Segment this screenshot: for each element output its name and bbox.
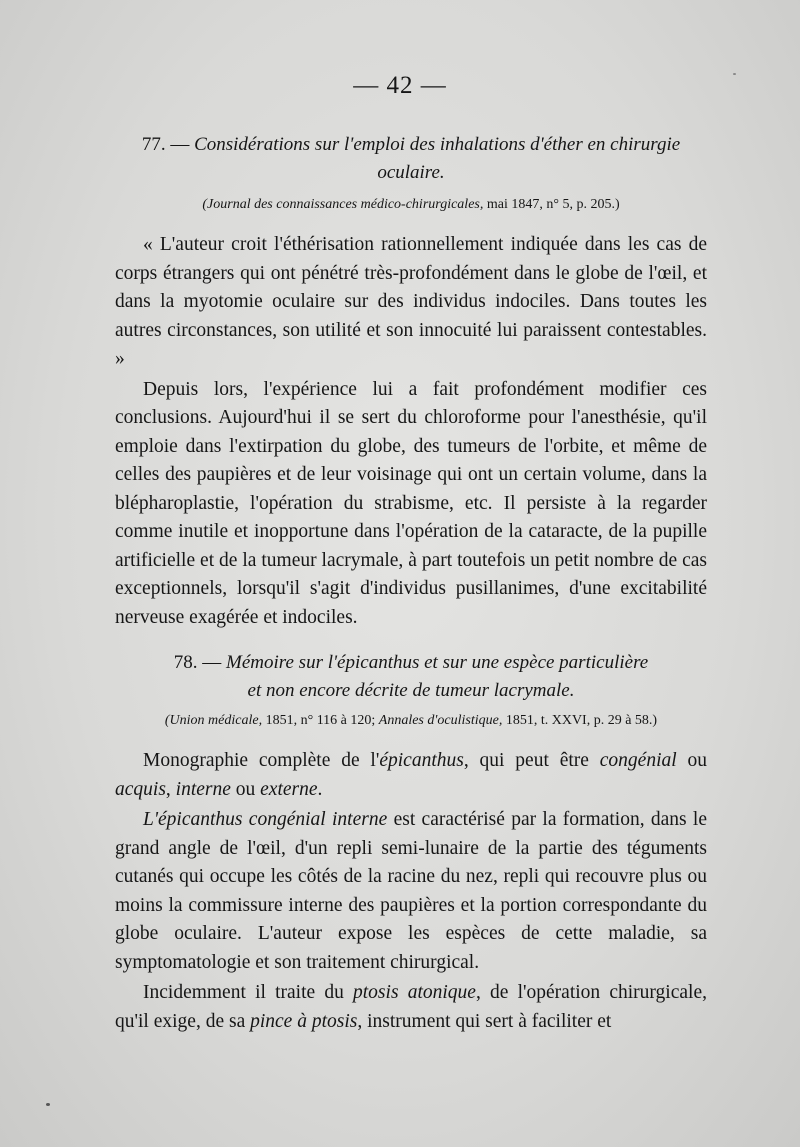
page-number: — 42 — xyxy=(353,72,447,99)
entry-78-p1-k: . xyxy=(317,778,323,800)
entry-78-p1-h: interne xyxy=(175,778,231,800)
entry-78-p3-c: , de l'opération chirurgicale, qu'il exige, de sa xyxy=(115,982,707,1032)
entry-78-source-journal-1: (Union médicale, xyxy=(164,713,263,728)
entry-77 xyxy=(115,131,707,632)
paper-speck xyxy=(46,1103,50,1106)
entry-78-p3-e: , instrument qui sert à faciliter et xyxy=(357,1010,612,1032)
entry-78-source-journal-2: Annales d'oculistique, xyxy=(378,713,503,728)
entry-77-title-line1: Considérations sur l'emploi des inhalations d'éther en chirurgie xyxy=(194,134,681,155)
entry-78-number: 78. — xyxy=(173,652,222,673)
entry-78-p3-b: ptosis atonique xyxy=(353,982,476,1003)
entry-78-source xyxy=(115,711,707,731)
entry-78-p3-d: pince à ptosis xyxy=(250,1010,358,1032)
entry-78-source-detail-1: 1851, n° 116 à 120; xyxy=(262,713,379,728)
entry-78-p3-a: Incidemment il traite du xyxy=(143,982,354,1003)
entry-77-source-journal: (Journal des connaissances médico-chirurgicales, xyxy=(202,197,484,212)
entry-77-quote-paragraph: « L'auteur croit l'éthérisation rationnellement indiquée dans les cas de corps étrangers qui ont pénétré très-profondément dans le globe de l'œil, et dans la myotomie oculaire sur des individus indociles. Dans toutes les autres circonstances, son utilité et son innocuité lui paraissent contestables. » xyxy=(115,234,707,369)
entry-78-source-detail-2: 1851, t. XXVI, p. 29 à 58.) xyxy=(502,713,658,728)
entry-78-title xyxy=(115,649,707,705)
entry-78-title-line1: Mémoire sur l'épicanthus et sur une espèce particulière xyxy=(226,652,649,673)
entry-78-p1-f: acquis xyxy=(115,778,166,800)
entry-78-p2-b: est caractérisé par la formation, dans le grand angle de l'œil, d'un repli semi-lunaire de la partie des téguments cutanés qui occupe les côtés de la racine du nez, repli qui recouvre plus ou moins la commissure interne des paupières et la portion correspondante du globe oculaire. L'auteur expose les espèces de cette maladie, sa symptomatologie et son traitement chirurgical. xyxy=(115,809,708,973)
entry-78-paragraph-3 xyxy=(115,979,707,1036)
entry-78-p1-j: externe xyxy=(260,778,318,800)
entry-78-p1-b: épicanthus xyxy=(379,750,464,771)
entry-77-source xyxy=(115,195,707,215)
entry-77-title-line2: oculaire. xyxy=(377,162,445,183)
entry-78-paragraph-1 xyxy=(115,747,707,804)
entry-77-paragraph-2: Depuis lors, l'expérience lui a fait profondément modifier ces conclusions. Aujourd'hui il se sert du chloroforme pour l'anesthésie, qu'il emploie dans l'extirpation du globe, des tumeurs de l'orbite, et même de celles des paupières et de leur voisinage qui ont un certain volume, dans la blépharoplastie, l'opération du strabisme, etc. Il persiste à la regarder comme inutile et inopportune dans l'opération de la cataracte, de la pupille artificielle et de la tumeur lacrymale, à part toutefois un petit nombre de cas exceptionnels, lorsqu'il s'agit d'individus pusillanimes, d'une excitabilité nerveuse exagérée et indociles. xyxy=(115,378,707,628)
entry-78-paragraph-2 xyxy=(115,806,707,977)
entry-78-p1-d: congénial xyxy=(599,750,677,771)
paper-speck xyxy=(733,73,736,75)
entry-78-p1-e: ou xyxy=(676,750,708,771)
entry-78-p1-c: , qui peut être xyxy=(463,750,600,771)
entry-78-p1-g: , xyxy=(165,778,176,800)
entry-78-p2-a: L'épicanthus congénial interne xyxy=(143,809,388,830)
entry-78 xyxy=(115,649,707,1036)
entry-78-p1-i: ou xyxy=(230,778,261,800)
entry-77-title xyxy=(115,131,707,187)
entry-77-source-detail: mai 1847, n° 5, p. 205.) xyxy=(483,197,620,212)
entry-77-number: 77. — xyxy=(141,134,190,155)
entry-78-p1-a: Monographie complète de l' xyxy=(143,750,380,771)
entry-78-title-line2: et non encore décrite de tumeur lacrymale. xyxy=(247,680,575,701)
